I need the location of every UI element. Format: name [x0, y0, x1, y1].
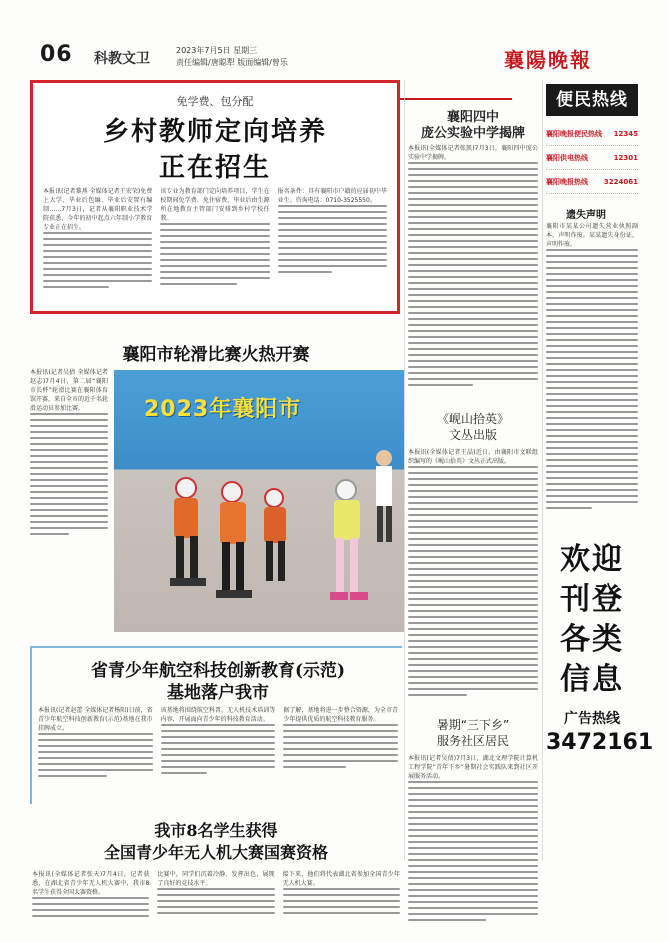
- hotline-row[interactable]: [546, 122, 638, 146]
- skater-figure: [170, 478, 206, 586]
- text-lines: [408, 781, 538, 921]
- drone-body-col1: 本报讯(全媒体记者张天)7月4日，记者获悉，在湖北省青少年无人机大赛中，我市8名学生获得全国大赛资格。: [32, 871, 150, 896]
- aviation-headline[interactable]: 省青少年航空科技创新教育(示范): [90, 661, 346, 681]
- school-body-text: 本报讯(全媒体记者张凯)7月3日，襄阳四中庞公实验中学揭牌。: [408, 145, 538, 161]
- feature-body-col3: 报名条件：具有襄阳市户籍的应届初中毕业生。咨询电话：0710-3525550。: [277, 188, 387, 204]
- feature-headline-line2[interactable]: 正在招生: [158, 153, 271, 183]
- text-lines: [546, 249, 638, 509]
- feature-body-col2: 该专业为教育部门定向培养项目，学生在校期间免学费、免住宿费，毕业后由生源所在地教育主管部门安排到乡村学校任教。: [160, 188, 270, 222]
- drone-article: [32, 870, 400, 940]
- ad-line: 信息: [560, 662, 624, 697]
- skater-figure: [264, 489, 286, 581]
- drone-headline[interactable]: 我市8名学生获得: [154, 821, 278, 840]
- hotline-label: 襄阳晚报热线: [546, 178, 588, 186]
- hotline-title: 便民热线: [546, 84, 638, 116]
- ad-hotline-label: 广告热线: [564, 711, 620, 727]
- drone-headline-line2[interactable]: 全国青少年无人机大赛国赛资格: [103, 843, 328, 862]
- feature-kicker: 免学费、包分配: [176, 95, 254, 108]
- skaters-illustration: [114, 370, 404, 632]
- ad-line: 刊登: [560, 582, 624, 617]
- book-headline[interactable]: 《岘山拾英》: [436, 412, 509, 426]
- hotline-number: 3224061: [603, 178, 638, 186]
- volunteer-headline-line2[interactable]: 服务社区居民: [436, 734, 509, 748]
- text-lines: [278, 205, 387, 273]
- aviation-article[interactable]: [30, 646, 402, 804]
- hotline-number: 12345: [613, 130, 638, 138]
- skating-headline[interactable]: 襄阳市轮滑比赛火热开赛: [122, 345, 310, 365]
- volunteer-body: [408, 754, 538, 940]
- column-divider: [404, 80, 405, 860]
- aviation-body-col3: 据了解，基地将进一步整合资源，为全市青少年提供优质的航空科技教育服务。: [283, 707, 399, 723]
- ad-hotline-number[interactable]: 3472161: [546, 730, 654, 755]
- skating-photo[interactable]: [114, 370, 404, 632]
- hotline-row[interactable]: [546, 146, 638, 170]
- referee-figure: [376, 450, 392, 542]
- masthead-logo: 襄陽晚報: [504, 48, 592, 72]
- skating-body: [30, 368, 108, 594]
- school-body: [408, 144, 538, 396]
- editor-line: 责任编辑/唐聪犁 版面编辑/曾乐: [176, 58, 288, 67]
- school-headline[interactable]: 襄阳四中: [446, 110, 499, 125]
- hotline-label: 襄阳晚报便民热线: [546, 130, 602, 138]
- text-lines: [408, 162, 538, 386]
- date-line: 2023年7月5日 星期三: [176, 46, 258, 55]
- text-lines: [408, 466, 538, 696]
- school-headline-line2[interactable]: 庞公实验中学揭牌: [420, 126, 525, 141]
- featured-article[interactable]: [30, 80, 400, 314]
- book-body-text: 本报讯(全媒体记者王晶)近日，由襄阳市文联组织编写的《岘山拾英》文丛正式出版。: [408, 449, 538, 465]
- volunteer-body-text: 本报讯(记者吴倩)7月3日，湖北文理学院计算机工程学院“青年下乡”暑期社会实践队来到社区开展服务活动。: [408, 755, 538, 780]
- skater-figure: [330, 480, 368, 600]
- aviation-headline-line2[interactable]: 基地落户我市: [167, 683, 269, 703]
- text-lines: [283, 724, 398, 768]
- hotline-row[interactable]: [546, 170, 638, 194]
- drone-body-col3: 接下来，他们将代表湖北省参加全国青少年无人机大赛。: [282, 871, 400, 887]
- photo-banner-text: 2023年襄阳市: [144, 397, 302, 422]
- text-lines: [160, 223, 269, 285]
- aviation-body-col2: 该基地将围绕航空科普、无人机技术培训等内容，开展面向青少年的科技教育活动。: [160, 707, 276, 723]
- hotline-label: 襄阳供电热线: [546, 154, 588, 162]
- text-lines: [161, 724, 276, 774]
- section-name: 科教文卫: [94, 51, 150, 67]
- skater-figure: [216, 482, 252, 598]
- aviation-body-col1: 本报讯(记者赵蕾 全媒体记者杨阳)日前，省青少年航空科技创新教育(示范)基地在我市挂牌成立。: [38, 707, 153, 732]
- feature-body-col1: 本报讯(记者黎燕 全媒体记者王宏荣)免费上大学、毕业后包编、毕业后安置有编制……7月3日，记者从襄阳职业技术学院获悉，今年的初中起点六年制小学教育专业正在招生。: [43, 188, 153, 231]
- volunteer-headline[interactable]: 暑期“三下乡”: [436, 718, 510, 732]
- lost-notice-text: 襄阳市某某公司遗失营业执照副本，声明作废。某某遗失身份证，声明作废。: [546, 223, 638, 248]
- hotline-number: 12301: [613, 154, 638, 162]
- ad-line: 各类: [560, 622, 624, 657]
- drone-body-col2: 比赛中，同学们沉着冷静、发挥出色，展现了良好的竞技水平。: [157, 871, 275, 887]
- text-lines: [32, 897, 149, 917]
- advertisement-box[interactable]: [546, 540, 654, 920]
- column-divider: [542, 80, 543, 860]
- text-lines: [30, 413, 108, 535]
- hotline-list: [546, 122, 638, 194]
- ad-line: 欢迎: [560, 542, 624, 577]
- text-lines: [43, 232, 152, 288]
- lost-notice-title: 遗失声明: [566, 210, 606, 221]
- book-headline-line2[interactable]: 文丛出版: [448, 428, 497, 442]
- page-number: 06: [40, 42, 73, 67]
- book-body: [408, 448, 538, 704]
- feature-headline[interactable]: 乡村教师定向培养: [102, 117, 327, 147]
- text-lines: [157, 888, 274, 914]
- lost-notice-body: [546, 222, 638, 522]
- text-lines: [283, 888, 400, 914]
- page-header: [8, 32, 660, 72]
- skating-body-text: 本报讯(记者吴倩 全媒体记者赵志)7月4日，第二届“襄阳市长杯”轮滑比赛在襄阳体育馆开赛，来自全市的近千名轮滑运动员参加比赛。: [30, 369, 108, 412]
- text-lines: [38, 733, 153, 777]
